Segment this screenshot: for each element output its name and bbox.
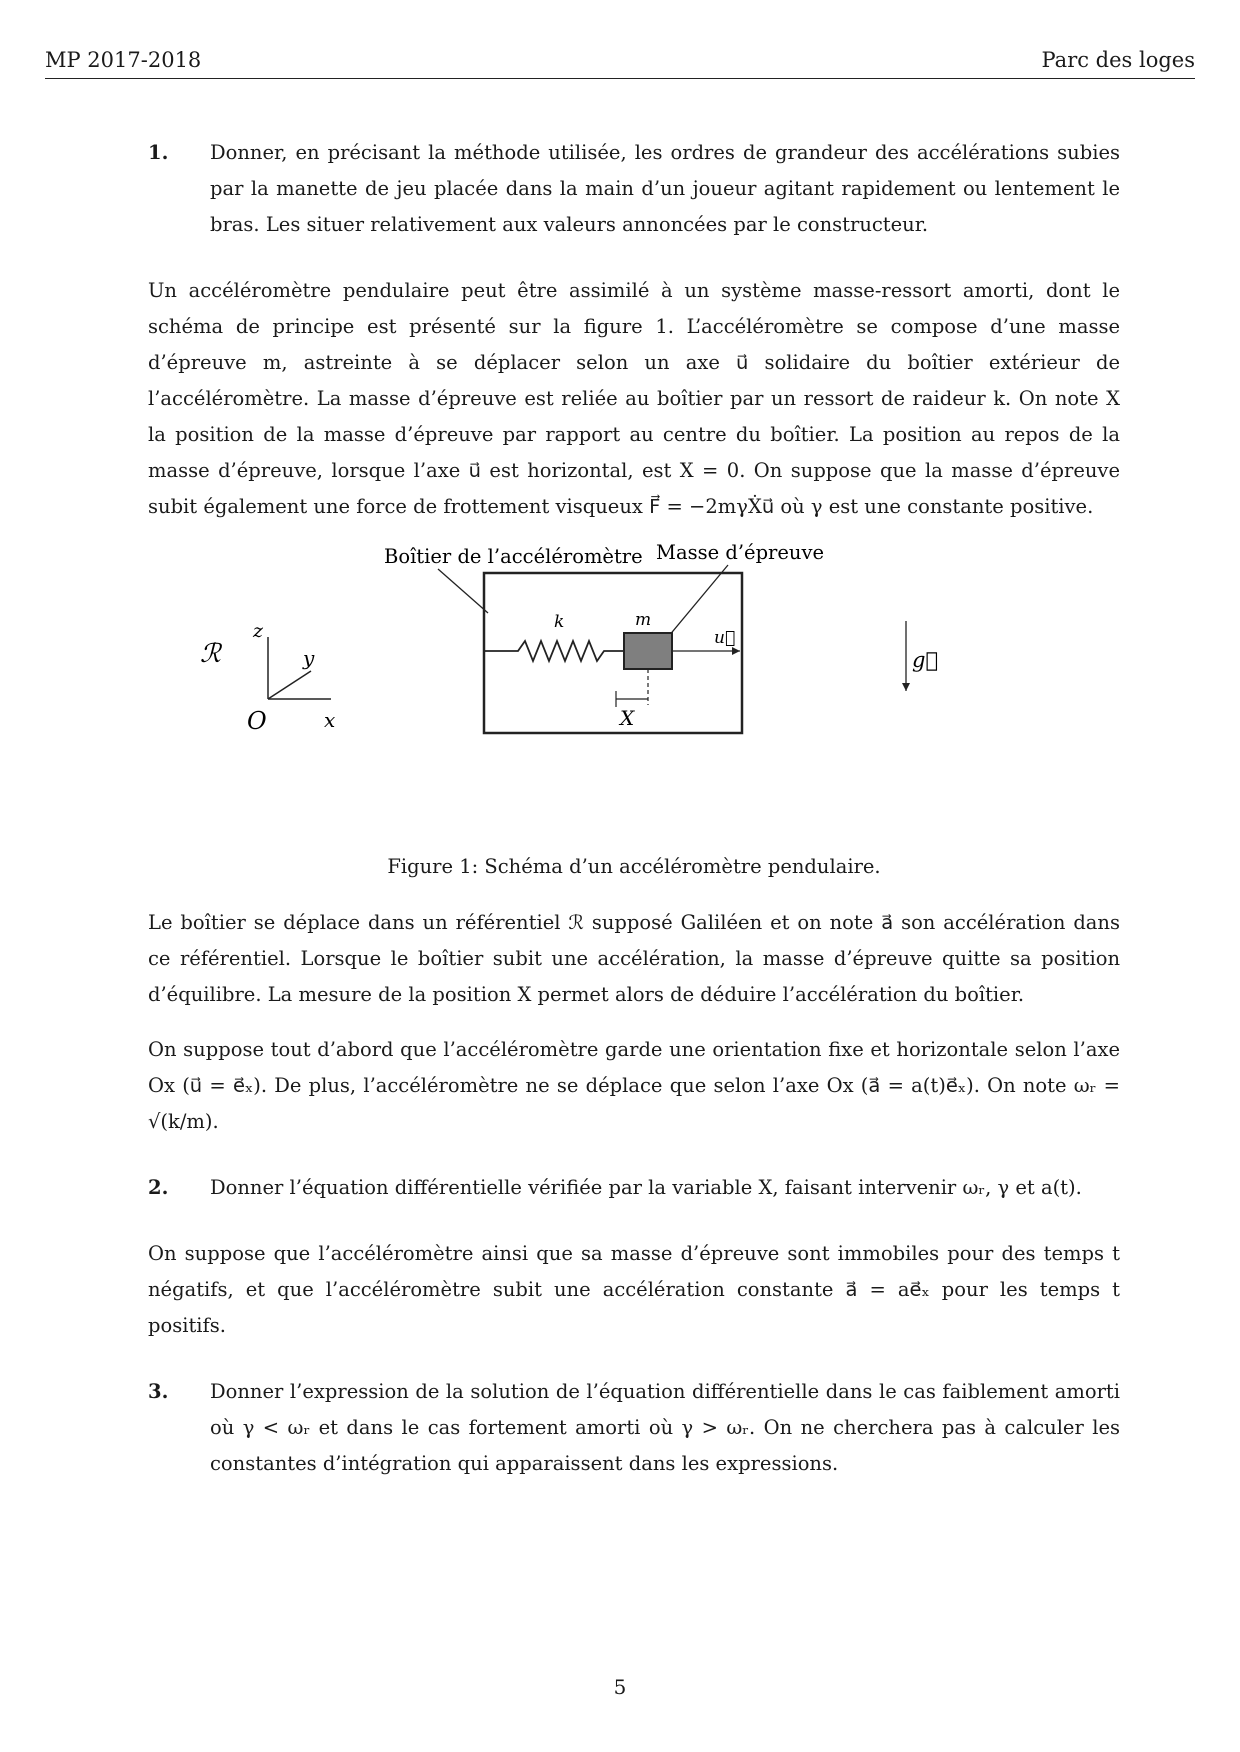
label-proof-mass: Masse d’épreuve [656, 541, 825, 564]
question-number: 3. [148, 1380, 169, 1403]
origin-O: O [247, 707, 267, 735]
accelerometer-diagram [148, 539, 1120, 849]
spring-k-label: k [554, 612, 565, 632]
axis-y-line [268, 671, 311, 699]
leader-housing [438, 569, 488, 613]
header-course: MP 2017-2018 [45, 48, 202, 72]
header-school: Parc des loges [1041, 48, 1195, 72]
question-text: Donner l’équation différentielle vérifiée par la variable X, faisant intervenir ωᵣ, γ et a(t). [210, 1176, 1082, 1199]
paragraph-accelerometer-description: Un accéléromètre pendulaire peut être assimilé à un système masse-ressort amorti, dont le schéma de principe est présenté sur la figure 1. L’accéléromètre se compose d’une masse d’épreuve m, astreinte à se déplacer selon un axe u⃗ solidaire du boîtier extérieur de l’accéléromètre. La masse d’épreuve est reliée au boîtier par un ressort de raideur k. On note X la position de la masse d’épreuve par rapport au centre du boîtier. La position au repos de la masse d’épreuve, lorsque l’axe u⃗ est horizontal, est X = 0. On suppose que la masse d’épreuve subit également une force de frottement visqueux F⃗ = −2mγẊu⃗ où γ est une constante positive. [148, 279, 1120, 518]
question-number: 1. [148, 141, 169, 164]
axis-z-label: z [253, 620, 264, 642]
question-text: Donner, en précisant la méthode utilisée, les ordres de grandeur des accélérations subies par la manette de jeu placée dans la main d’un joueur agitant rapidement ou lentement le bras. Les situer relativement aux valeurs annoncées par le constructeur. [210, 141, 1120, 236]
housing-box [484, 573, 742, 733]
leader-mass [668, 565, 728, 637]
question-text: Donner l’expression de la solution de l’équation différentielle dans le cas faiblement amorti où γ < ωᵣ et dans le cas fortement amorti où γ > ωᵣ. On ne cherchera pas à calculer les constantes d’intégration qui apparaissent dans les expressions. [210, 1380, 1120, 1475]
gravity-g-label: g⃗ [912, 648, 939, 672]
axis-y-label: y [303, 646, 315, 670]
page-header [45, 42, 1195, 79]
question-2 [148, 1170, 1120, 1206]
page-number: 5 [613, 1675, 627, 1699]
paragraph-galilean-frame: Le boîtier se déplace dans un référentiel ℛ supposé Galiléen et on note a⃗ son accélération dans ce référentiel. Lorsque le boîtier subit une accélération, la masse d’épreuve quitte sa position d’équilibre. La mesure de la position X permet alors de déduire l’accélération du boîtier. [148, 910, 1120, 1006]
paragraph-orientation: On suppose tout d’abord que l’accéléromètre garde une orientation fixe et horizontale selon l’axe Ox (u⃗ = e⃗ₓ). De plus, l’accéléromètre ne se déplace que selon l’axe Ox (a⃗ = a(t)e⃗ₓ). On note ωᵣ = √(k/m). [148, 1038, 1120, 1133]
vector-u-label: u⃗ [714, 628, 736, 648]
question-3 [148, 1374, 1120, 1482]
gravity-arrowhead [902, 683, 910, 691]
figure-caption: Figure 1: Schéma d’un accéléromètre pendulaire. [387, 855, 881, 878]
spring [484, 641, 624, 661]
question-number: 2. [148, 1176, 169, 1199]
figure-accelerometer-schema [148, 539, 1120, 849]
mass-m-label: m [635, 610, 652, 630]
axis-x-label: x [324, 708, 336, 732]
displacement-X-label: X [620, 706, 635, 730]
frame-R: ℛ [200, 639, 221, 669]
proof-mass [624, 633, 672, 669]
paragraph-constant-acceleration: On suppose que l’accéléromètre ainsi que sa masse d’épreuve sont immobiles pour des temps t négatifs, et que l’accéléromètre subit une accélération constante a⃗ = ae⃗ₓ pour les temps t positifs. [148, 1242, 1120, 1337]
question-1 [148, 135, 1120, 243]
vector-u-arrowhead [732, 647, 740, 655]
page-content [148, 135, 1120, 1512]
label-housing: Boîtier de l’accéléromètre [384, 545, 643, 568]
